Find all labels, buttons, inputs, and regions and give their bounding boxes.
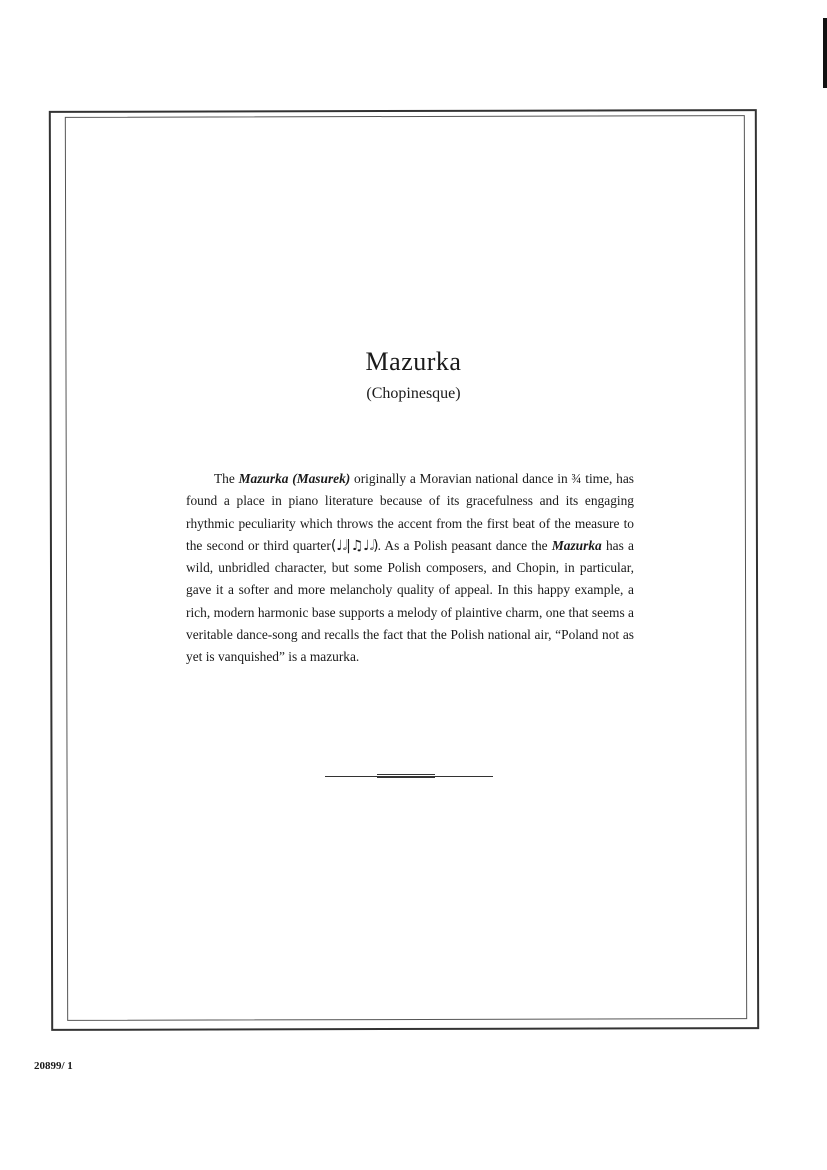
decorative-rule-center [377, 774, 435, 778]
scan-edge-mark [823, 18, 827, 88]
body-intro: The [214, 471, 239, 486]
body-part-1: originally a Moravian national dance in ¾ time, has found a place in piano literature because of its gracefulness and its engaging rhythmic peculiarity which throws the accent from the first beat of the measure to the second or third quarter [186, 471, 634, 553]
term-masurek: (Masurek) [292, 471, 351, 486]
body-part-3: has a wild, unbridled character, but some Polish composers, and Chopin, in particular, gave it a softer and more melancholy quality of appeal. In this happy example, a rich, modern harmonic base supports a melody of plaintive charm, one that seems a veritable dance-song and recalls the fact that the Polish national air, “Poland not as yet is vanquished” is a mazurka. [186, 537, 634, 665]
term-mazurka: Mazurka [238, 471, 289, 486]
page-subtitle: (Chopinesque) [366, 385, 461, 402]
description-paragraph [186, 468, 634, 669]
body-part-2: . As a Polish peasant dance the [377, 537, 552, 553]
rhythm-notation: (♩𝅗𝅥|♫♩𝅗𝅥) [330, 537, 378, 554]
plate-number: 20899/ 1 [34, 1060, 73, 1072]
page-title: Mazurka [365, 347, 462, 376]
term-mazurka-2: Mazurka [551, 537, 602, 553]
